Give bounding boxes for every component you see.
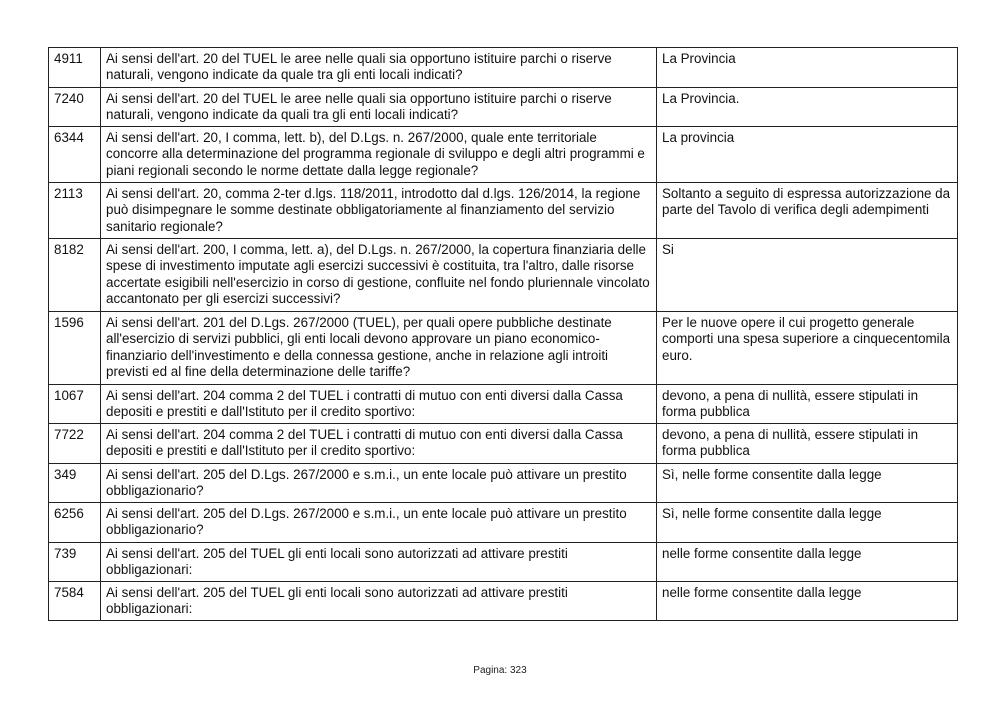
- question-id-cell: 1596: [49, 312, 101, 385]
- table-row: [49, 183, 958, 239]
- table-body: [49, 48, 958, 621]
- page-number: Pagina: 323: [473, 665, 527, 676]
- table-row: [49, 88, 958, 127]
- answer-cell: Sì, nelle forme consentite dalla legge: [657, 503, 958, 543]
- question-text-cell: Ai sensi dell'art. 20, comma 2-ter d.lgs. 118/2011, introdotto dal d.lgs. 126/2014, la regione può disimpegnare le somme destinate obbligatoriamente al finanziamento del servizio sanitario regionale?: [101, 183, 657, 239]
- answer-cell: devono, a pena di nullità, essere stipulati in forma pubblica: [657, 385, 958, 424]
- question-id-cell: 7240: [49, 88, 101, 127]
- question-text-cell: Ai sensi dell'art. 200, I comma, lett. a), del D.Lgs. n. 267/2000, la copertura finanziaria delle spese di investimento imputate agli esercizi successivi è costituita, tra l'altro, dalle risorse accertate esigibili nell'esercizio in corso di gestione, confluite nel fondo pluriennale vincolato accantonato per gli esercizi successivi?: [101, 239, 657, 312]
- answer-cell: nelle forme consentite dalla legge: [657, 582, 958, 621]
- table-row: [49, 385, 958, 424]
- answer-cell: La Provincia.: [657, 88, 958, 127]
- table-row: [49, 582, 958, 621]
- answer-cell: La Provincia: [657, 48, 958, 88]
- question-id-cell: 1067: [49, 385, 101, 424]
- question-answer-table: [48, 47, 958, 621]
- question-text-cell: Ai sensi dell'art. 205 del D.Lgs. 267/2000 e s.m.i., un ente locale può attivare un prestito obbligazionario?: [101, 503, 657, 543]
- answer-cell: Per le nuove opere il cui progetto generale comporti una spesa superiore a cinquecentomila euro.: [657, 312, 958, 385]
- question-text-cell: Ai sensi dell'art. 20 del TUEL le aree nelle quali sia opportuno istituire parchi o riserve naturali, vengono indicate da quale tra gli enti locali indicati?: [101, 48, 657, 88]
- answer-cell: Sì, nelle forme consentite dalla legge: [657, 464, 958, 503]
- table-row: [49, 503, 958, 543]
- table-row: [49, 239, 958, 312]
- answer-cell: La provincia: [657, 127, 958, 183]
- table-row: [49, 48, 958, 88]
- question-text-cell: Ai sensi dell'art. 201 del D.Lgs. 267/2000 (TUEL), per quali opere pubbliche destinate all'esercizio di servizi pubblici, gli enti locali devono approvare un piano economico-finanziario dell'investimento e della connessa gestione, anche in relazione agli introiti previsti ed al fine della determinazione delle tariffe?: [101, 312, 657, 385]
- question-id-cell: 2113: [49, 183, 101, 239]
- table-row: [49, 312, 958, 385]
- question-text-cell: Ai sensi dell'art. 204 comma 2 del TUEL i contratti di mutuo con enti diversi dalla Cassa depositi e prestiti e dall'Istituto per il credito sportivo:: [101, 385, 657, 424]
- question-id-cell: 739: [49, 543, 101, 582]
- answer-cell: devono, a pena di nullità, essere stipulati in forma pubblica: [657, 424, 958, 464]
- table-row: [49, 543, 958, 582]
- question-text-cell: Ai sensi dell'art. 204 comma 2 del TUEL i contratti di mutuo con enti diversi dalla Cassa depositi e prestiti e dall'Istituto per il credito sportivo:: [101, 424, 657, 464]
- question-text-cell: Ai sensi dell'art. 20 del TUEL le aree nelle quali sia opportuno istituire parchi o riserve naturali, vengono indicate da quali tra gli enti locali indicati?: [101, 88, 657, 127]
- question-id-cell: 8182: [49, 239, 101, 312]
- question-text-cell: Ai sensi dell'art. 205 del D.Lgs. 267/2000 e s.m.i., un ente locale può attivare un prestito obbligazionario?: [101, 464, 657, 503]
- answer-cell: Si: [657, 239, 958, 312]
- table-row: [49, 127, 958, 183]
- question-id-cell: 4911: [49, 48, 101, 88]
- question-text-cell: Ai sensi dell'art. 205 del TUEL gli enti locali sono autorizzati ad attivare prestiti obbligazionari:: [101, 582, 657, 621]
- question-id-cell: 6256: [49, 503, 101, 543]
- table-row: [49, 424, 958, 464]
- table-row: [49, 464, 958, 503]
- question-text-cell: Ai sensi dell'art. 205 del TUEL gli enti locali sono autorizzati ad attivare prestiti obbligazionari:: [101, 543, 657, 582]
- question-id-cell: 7722: [49, 424, 101, 464]
- answer-cell: Soltanto a seguito di espressa autorizzazione da parte del Tavolo di verifica degli adempimenti: [657, 183, 958, 239]
- question-text-cell: Ai sensi dell'art. 20, I comma, lett. b), del D.Lgs. n. 267/2000, quale ente territoriale concorre alla determinazione del programma regionale di sviluppo e degli altri programmi e piani regionali secondo le norme dettate dalla legge regionale?: [101, 127, 657, 183]
- answer-cell: nelle forme consentite dalla legge: [657, 543, 958, 582]
- question-id-cell: 349: [49, 464, 101, 503]
- question-id-cell: 7584: [49, 582, 101, 621]
- question-id-cell: 6344: [49, 127, 101, 183]
